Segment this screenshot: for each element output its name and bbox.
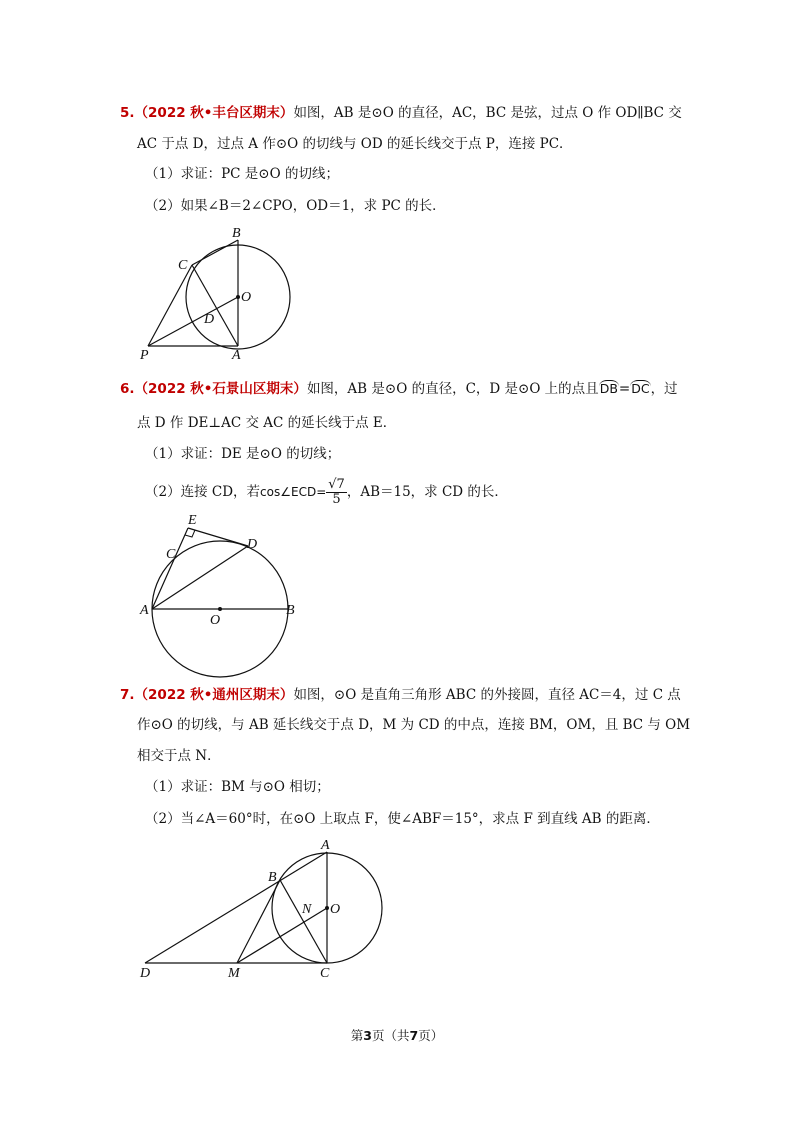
footer-pre: 第 [350,1028,364,1043]
footer-mid: 页（共 [371,1028,410,1043]
footer-total-pages: 7 [409,1028,419,1043]
label-c: C [178,258,188,273]
problem-6-part-1: （1）求证：DE 是⊙O 的切线； [145,446,341,462]
center-o-dot [218,607,222,611]
label-o: O [241,290,252,305]
problem-5-part-1: （1）求证：PC 是⊙O 的切线； [145,166,339,182]
problem-7-line-3: 相交于点 N． [137,748,221,764]
problem-7-figure [130,835,390,980]
fraction [326,478,347,507]
problem-5-figure [130,225,310,365]
label-c: C [320,966,330,981]
arc-db: DB [599,381,618,396]
problem-6-part-2 [145,478,508,507]
problem-6-line-1 [120,379,678,399]
problem-6-part-2-end: ，AB＝15，求 CD 的长． [346,484,508,500]
footer-post: 页） [418,1028,444,1043]
problem-5-text: 如图，AB 是⊙O 的直径，AC，BC 是弦，过点 O 作 OD∥BC 交 [293,105,682,121]
problem-5-number: 5. [120,105,135,121]
label-m: M [228,966,240,981]
problem-5-line-1 [120,103,682,123]
chord-ac [192,265,238,346]
label-a: A [321,838,330,853]
problem-7-line-1 [120,685,681,705]
problem-7-line-2: 作⊙O 的切线，与 AB 延长线交于点 D，M 为 CD 的中点，连接 BM，OM，且 BC 与 OM [137,717,691,733]
label-b: B [232,226,241,241]
fraction-denominator: 5 [332,492,341,507]
fraction-numerator: √7 [328,477,345,492]
label-o: O [210,613,221,628]
problem-6-figure [130,508,310,678]
label-e: E [188,513,197,528]
chord-bc [280,880,327,963]
label-a: A [140,603,149,618]
chord-bc [192,240,238,265]
label-d: D [204,312,215,327]
problem-6-text: 如图，AB 是⊙O 的直径，C，D 是⊙O 上的点且 [306,381,599,397]
arc-dc: DC [631,381,650,396]
problem-7-part-2: （2）当∠A＝60°时，在⊙O 上取点 F，使∠ABF＝15°，求点 F 到直线 AB 的距离． [145,811,660,827]
label-n: N [302,902,312,917]
problem-5-part-2: （2）如果∠B＝2∠CPO，OD＝1，求 PC 的长． [145,198,446,214]
problem-5-source: （2022 秋•丰台区期末） [134,105,294,121]
label-c: C [166,547,176,562]
problem-6-text-end: ，过 [650,381,678,397]
problem-6-part-2-text: （2）连接 CD，若 [145,484,261,500]
label-p: P [140,348,149,363]
label-d: D [140,966,151,981]
arc-equals: = [618,381,631,397]
problem-7-text: 如图，⊙O 是直角三角形 ABC 的外接圆，直径 AC＝4，过 C 点 [293,687,681,703]
problem-6-number: 6. [120,381,135,397]
label-b: B [286,603,295,618]
center-o-dot [325,906,329,910]
label-d: D [247,537,258,552]
label-a: A [232,348,241,363]
label-b: B [268,870,277,885]
segment-mo [237,908,327,963]
footer-page-number: 3 [363,1028,372,1043]
problem-7-number: 7. [120,687,135,703]
cos-expression: cos∠ECD= [260,485,327,499]
problem-6-line-2: 点 D 作 DE⊥AC 交 AC 的延长线于点 E． [137,415,397,431]
problem-7-part-1: （1）求证：BM 与⊙O 相切； [145,779,330,795]
label-o: O [330,902,341,917]
problem-7-source: （2022 秋•通州区期末） [134,687,294,703]
page-footer [0,1026,794,1044]
problem-5-line-2: AC 于点 D，过点 A 作⊙O 的切线与 OD 的延长线交于点 P，连接 PC． [137,136,573,152]
center-o-dot [236,295,240,299]
tangent-de [188,528,248,546]
line-da [145,852,327,963]
problem-6-source: （2022 秋•石景山区期末） [134,381,307,397]
